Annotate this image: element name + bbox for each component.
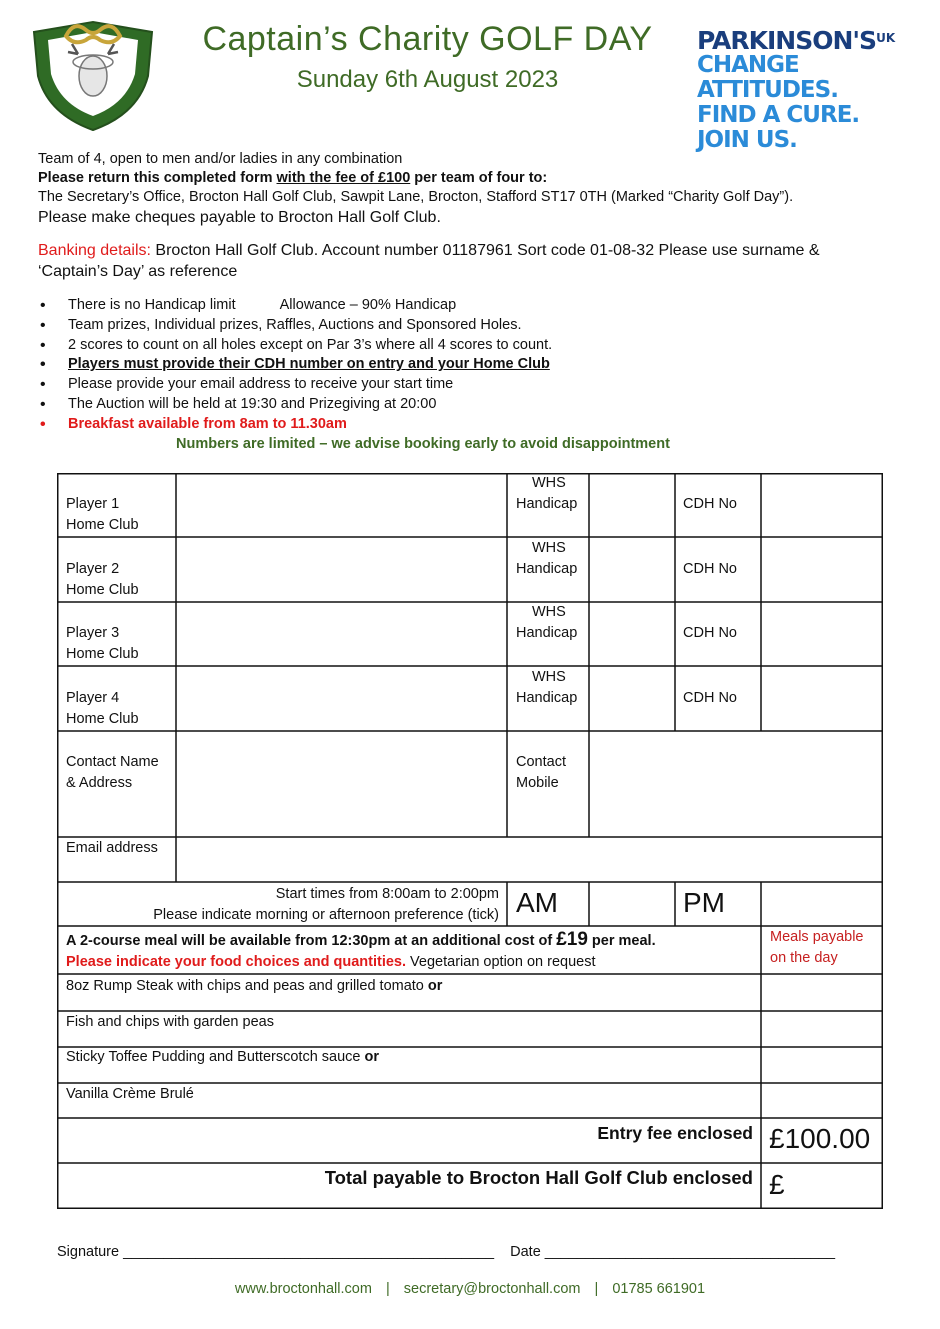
meal-choice-instruction: Please indicate your food choices and quantities.: [66, 954, 407, 970]
intro-line-2a: Please return this completed form: [38, 170, 277, 186]
intro-line-2: [38, 169, 908, 188]
cdh-no-label: CDH No: [683, 690, 737, 706]
player-4-handicap-input[interactable]: [590, 667, 674, 730]
player-3-cdh-input[interactable]: [762, 603, 882, 665]
cdh-no-label: CDH No: [683, 561, 737, 577]
handicap-label: Handicap: [516, 690, 578, 706]
logo-sup: UK: [876, 31, 896, 45]
whs-label: WHS: [532, 475, 566, 491]
vegetarian-note: Vegetarian option on request: [406, 954, 596, 970]
meal-price: £19: [556, 929, 588, 950]
bullet-item: • Please provide your email address to receive your start time: [38, 375, 888, 395]
bullet-item: • Breakfast available from 8am to 11.30am: [38, 415, 888, 435]
bullet-handicap-limit: There is no Handicap limit: [68, 297, 236, 313]
food-option-sticky-toffee: [66, 1047, 379, 1068]
signature-line: [57, 1244, 883, 1260]
banking-details: [38, 240, 888, 282]
player-3-label: [66, 623, 139, 665]
meal-cost-text: A 2-course meal will be available from 12:30pm at an additional cost of: [66, 933, 557, 949]
meals-payable-note: [770, 927, 864, 969]
player-label: Player 4: [66, 690, 120, 706]
start-times-info: [57, 884, 499, 926]
separator: |: [385, 1281, 390, 1297]
food-text: Sticky Toffee Pudding and Butterscotch sauce: [66, 1049, 365, 1065]
player-label: Player 1: [66, 496, 120, 512]
logo-line-3: FIND A CURE.: [697, 102, 860, 128]
start-times-text: Start times from 8:00am to 2:00pm: [275, 886, 499, 902]
event-title: Captain’s Charity GOLF DAY: [202, 20, 653, 58]
cdh-no-label: CDH No: [683, 625, 737, 641]
bullet-item: • Players must provide their CDH number on entry and your Home Club: [38, 355, 888, 375]
email-address-label: Email address: [66, 840, 158, 856]
contact-name-label: [66, 752, 159, 794]
mobile-text: Mobile: [516, 775, 559, 791]
rump-steak-quantity-input[interactable]: [762, 975, 882, 1010]
whs-label: WHS: [532, 540, 566, 556]
intro-line-2c: per team of four to:: [410, 170, 548, 186]
player-4-label: [66, 688, 139, 730]
food-option-fish-chips: Fish and chips with garden peas: [66, 1014, 274, 1030]
home-club-label: Home Club: [66, 646, 139, 662]
intro-line-1: Team of 4, open to men and/or ladies in any combination: [38, 151, 403, 167]
home-club-label: Home Club: [66, 582, 139, 598]
event-date: Sunday 6th August 2023: [296, 66, 559, 93]
whs-handicap-label: [516, 538, 577, 580]
player-2-label: [66, 559, 139, 601]
player-3-handicap-input[interactable]: [590, 603, 674, 665]
bullet-item: • Team prizes, Individual prizes, Raffles, Auctions and Sponsored Holes.: [38, 316, 888, 336]
booking-notice: Numbers are limited – we advise booking early to avoid disappointment: [176, 436, 670, 452]
bullet-item: [38, 296, 888, 316]
contact-address-text: & Address: [66, 775, 133, 791]
meal-info: [66, 929, 756, 973]
intro-fee: with the fee of £100: [276, 170, 411, 186]
entry-fee-value: £100.00: [769, 1123, 871, 1154]
intro-line-3: The Secretary’s Office, Brocton Hall Golf Club, Sawpit Lane, Brocton, Stafford ST17 0TH (Marked “Charity Golf Day”).: [38, 189, 794, 205]
contact-address-input[interactable]: [177, 732, 506, 836]
contact-mobile-input[interactable]: [590, 732, 882, 836]
email-link[interactable]: secretary@broctonhall.com: [403, 1281, 581, 1297]
intro-text: [38, 150, 908, 228]
logo-line-1: PARKINSON'S: [697, 26, 877, 55]
parkinsons-uk-logo: [697, 28, 927, 153]
whs-label: WHS: [532, 604, 566, 620]
on-the-day-text: on the day: [770, 950, 838, 966]
banking-text: Brocton Hall Golf Club. Account number 01187961 Sort code 01-08-32 Please use surname & ‘Captain’s Day’ as reference: [38, 242, 820, 280]
or-text: or: [364, 1049, 380, 1065]
footer-contact: [0, 1281, 940, 1297]
food-option-rump-steak: [66, 976, 442, 997]
player-2-name-input[interactable]: [177, 538, 506, 601]
email-address-input[interactable]: [177, 838, 882, 881]
separator: |: [594, 1281, 599, 1297]
whs-handicap-label: [516, 473, 577, 515]
home-club-label: Home Club: [66, 711, 139, 727]
pm-tick-box[interactable]: [762, 883, 882, 925]
fish-chips-quantity-input[interactable]: [762, 1012, 882, 1046]
preference-text: Please indicate morning or afternoon preference (tick): [153, 907, 499, 923]
handicap-label: Handicap: [516, 625, 578, 641]
date-field[interactable]: Date ____________________________________: [510, 1244, 836, 1260]
whs-handicap-label: [516, 602, 577, 644]
am-label: AM: [516, 887, 558, 918]
player-3-name-input[interactable]: [177, 603, 506, 665]
bullet-item: • The Auction will be held at 19:30 and Prizegiving at 20:00: [38, 395, 888, 415]
creme-brule-quantity-input[interactable]: [762, 1084, 882, 1117]
intro-line-4: Please make cheques payable to Brocton Hall Golf Club.: [38, 209, 441, 226]
website-link[interactable]: www.broctonhall.com: [234, 1281, 372, 1297]
home-club-label: Home Club: [66, 517, 139, 533]
player-2-handicap-input[interactable]: [590, 538, 674, 601]
handicap-label: Handicap: [516, 561, 578, 577]
player-label: Player 3: [66, 625, 120, 641]
whs-label: WHS: [532, 669, 566, 685]
entry-fee-label: Entry fee enclosed: [597, 1123, 753, 1143]
banking-label: Banking details:: [38, 242, 151, 259]
bullet-allowance: Allowance – 90% Handicap: [279, 297, 457, 313]
player-4-name-input[interactable]: [177, 667, 506, 730]
meal-choice-line: [66, 952, 756, 973]
whs-handicap-label: [516, 667, 577, 709]
player-1-label: [66, 494, 139, 536]
contact-name-text: Contact Name: [66, 754, 159, 770]
total-payable-input[interactable]: [791, 1164, 882, 1208]
logo-line-4: JOIN US.: [697, 127, 797, 153]
meal-per-text: per meal.: [587, 933, 656, 949]
food-text: 8oz Rump Steak with chips and peas and grilled tomato: [66, 978, 428, 994]
bullet-item: • 2 scores to count on all holes except on Par 3’s where all 4 scores to count.: [38, 336, 888, 356]
info-bullets: [38, 296, 888, 435]
meals-payable-text: Meals payable: [770, 929, 864, 945]
total-payable-label: Total payable to Brocton Hall Golf Club enclosed: [324, 1167, 753, 1188]
or-text: or: [427, 978, 443, 994]
phone-number: 01785 661901: [612, 1281, 706, 1297]
player-1-handicap-input[interactable]: [590, 474, 674, 536]
handicap-label: Handicap: [516, 496, 578, 512]
club-crest-logo: [26, 14, 160, 132]
signature-field[interactable]: Signature ______________________________________________: [57, 1244, 495, 1260]
pm-label: PM: [683, 887, 725, 918]
player-label: Player 2: [66, 561, 120, 577]
contact-text: Contact: [516, 754, 566, 770]
meal-cost-line: [66, 929, 756, 952]
total-payable-currency: £: [769, 1169, 785, 1200]
food-option-creme-brule: Vanilla Crème Brulé: [66, 1086, 194, 1102]
cdh-no-label: CDH No: [683, 496, 737, 512]
logo-line-2: CHANGE ATTITUDES.: [697, 52, 838, 103]
entry-form: [57, 473, 883, 1209]
player-2-cdh-input[interactable]: [762, 538, 882, 601]
sticky-toffee-quantity-input[interactable]: [762, 1048, 882, 1082]
contact-mobile-label: [516, 752, 566, 794]
player-1-cdh-input[interactable]: [762, 474, 882, 536]
am-tick-box[interactable]: [590, 883, 674, 925]
player-1-name-input[interactable]: [177, 474, 506, 536]
player-4-cdh-input[interactable]: [762, 667, 882, 730]
